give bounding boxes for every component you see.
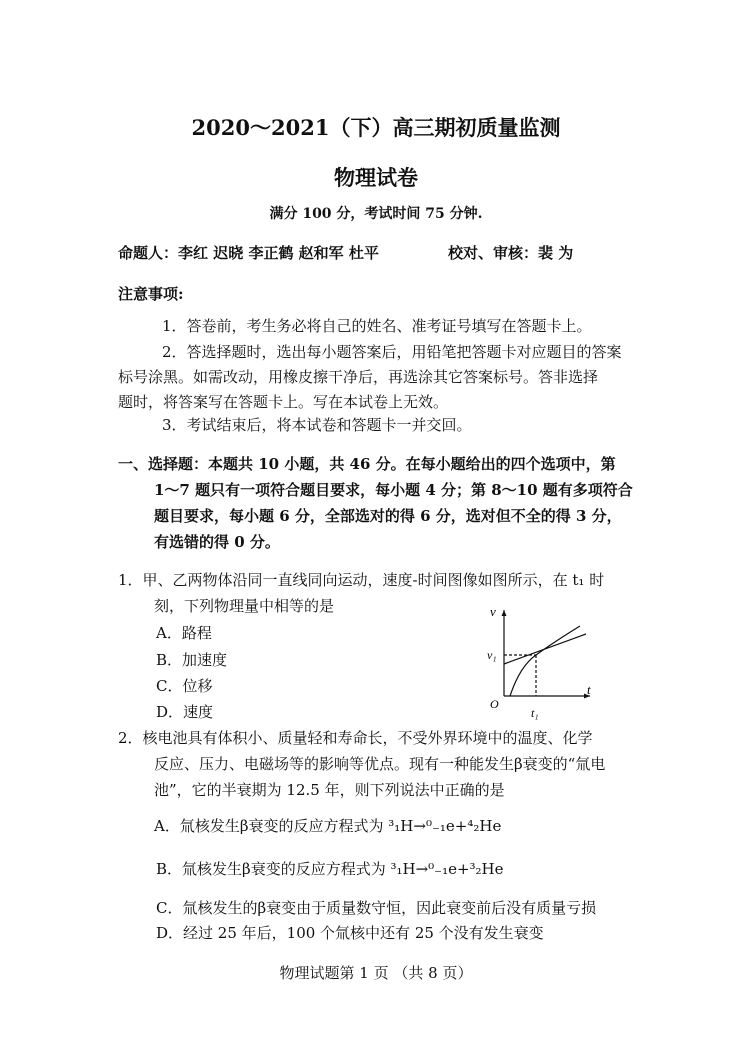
- page-footer: 物理试题第 1 页 （共 8 页）: [279, 964, 473, 982]
- v-axis-arrow: [502, 610, 507, 616]
- section1-line-1: 一、选择题：本题共 10 小题，共 46 分。在每小题给出的四个选项中，第: [118, 455, 616, 473]
- v-label: v: [490, 604, 496, 619]
- q2-option-a: A．氚核发生β衰变的反应方程式为 ³₁H→⁰₋₁e+⁴₂He: [154, 817, 502, 835]
- exam-info: 满分 100 分，考试时间 75 分钟.: [269, 206, 483, 222]
- q1-stem-line-2: 刻，下列物理量中相等的是: [154, 597, 335, 615]
- section1-line-4: 有选错的得 0 分。: [154, 533, 280, 551]
- notice-item-3: 3．考试结束后，将本试卷和答题卡一并交回。: [162, 416, 472, 434]
- q1-option-b: B．加速度: [156, 651, 228, 669]
- q2-stem-line-2: 反应、压力、电磁场等的影响等优点。现有一种能发生β衰变的“氚电: [154, 755, 606, 773]
- q1-option-a: A．路程: [156, 624, 212, 642]
- notice-item-2-line-3: 题时，将答案写在答题卡上。写在本试卷上无效。: [118, 393, 449, 411]
- notice-heading: 注意事项:: [118, 285, 184, 303]
- q2-option-c: C．氚核发生的β衰变由于质量数守恒，因此衰变前后没有质量亏损: [156, 899, 597, 917]
- exam-title: 2020～2021（下）高三期初质量监测: [191, 115, 561, 140]
- section1-line-3: 题目要求，每小题 6 分，全部选对的得 6 分，选对但不全的得 3 分，: [154, 507, 622, 525]
- q1-stem-line-1: 1．甲、乙两物体沿同一直线同向运动，速度-时间图像如图所示，在 t₁ 时: [118, 571, 605, 589]
- q1-option-d: D．速度: [156, 703, 214, 721]
- v1-label: v₁: [487, 648, 497, 662]
- t1-label: t₁: [531, 706, 539, 720]
- q2-option-d: D．经过 25 年后，100 个氚核中还有 25 个没有发生衰变: [156, 924, 544, 942]
- q1-option-c: C．位移: [156, 677, 213, 695]
- notice-item-1: 1．答卷前，考生务必将自己的姓名、准考证号填写在答题卡上。: [162, 317, 592, 335]
- q2-stem-line-1: 2．核电池具有体积小、质量轻和寿命长，不受外界环境中的温度、化学: [118, 729, 593, 747]
- section1-line-2: 1～7 题只有一项符合题目要求，每小题 4 分；第 8～10 题有多项符合: [154, 481, 633, 499]
- t-label: t: [587, 682, 591, 697]
- notice-item-2-line-2: 标号涂黑。如需改动，用橡皮擦干净后，再选涂其它答案标号。答非选择: [118, 368, 599, 386]
- q2-stem-line-3: 池”，它的半衰期为 12.5 年，则下列说法中正确的是: [154, 781, 505, 799]
- q2-option-b: B．氚核发生β衰变的反应方程式为 ³₁H→⁰₋₁e+³₂He: [156, 860, 504, 878]
- notice-item-2-line-1: 2．答选择题时，选出每小题答案后，用铅笔把答题卡对应题目的答案: [162, 343, 622, 361]
- origin-label: O: [490, 697, 499, 711]
- authors-right: 校对、审核：裴 为: [448, 244, 574, 262]
- curve-series: [510, 626, 580, 696]
- authors-left: 命题人：李红 迟晓 李正鹤 赵和军 杜平: [118, 244, 379, 262]
- exam-subtitle: 物理试卷: [334, 165, 418, 190]
- velocity-time-graph: [486, 604, 598, 722]
